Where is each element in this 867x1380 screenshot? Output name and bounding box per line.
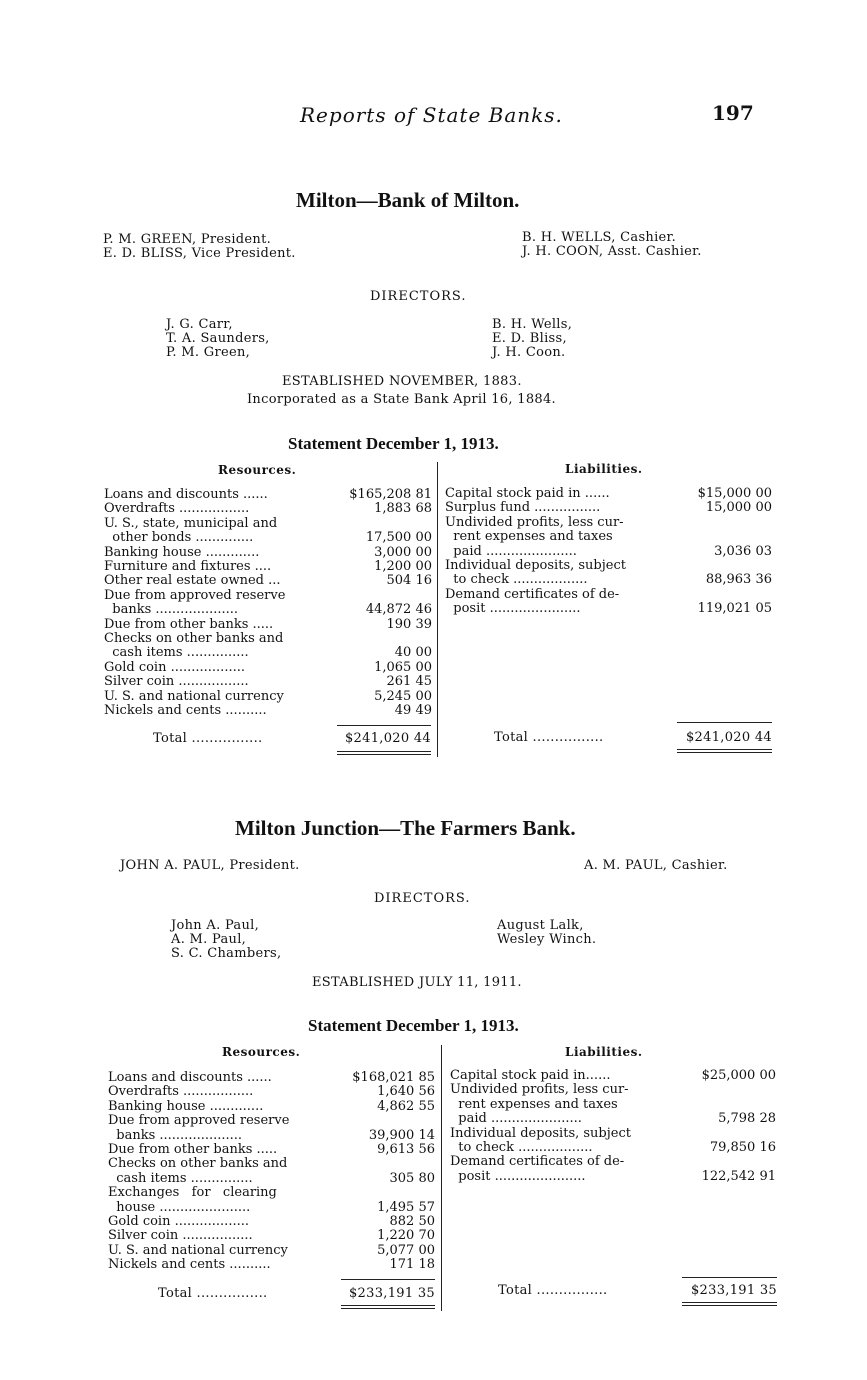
bank1-resources-total-rule xyxy=(337,725,431,726)
bank1-resources-total-label: Total ................ xyxy=(153,731,263,746)
ledger-row xyxy=(450,1126,776,1141)
bank1-statement-title: Statement December 1, 1913. xyxy=(288,434,499,453)
ledger-row xyxy=(445,587,772,602)
bank2-officer-president: JOHN A. PAUL, President. xyxy=(120,858,300,873)
bank1-director: T. A. Saunders, xyxy=(166,331,270,346)
ledger-row xyxy=(104,559,432,574)
bank2-director: August Lalk, xyxy=(497,918,584,933)
ledger-row-amount: 15,000 00 xyxy=(705,500,772,516)
ledger-row xyxy=(445,558,772,573)
bank1-liabilities-double-rule xyxy=(677,749,772,750)
bank1-resources-heading: Resources. xyxy=(218,463,297,477)
bank1-title: Milton—Bank of Milton. xyxy=(296,188,520,212)
ledger-row-label: Overdrafts ................. xyxy=(108,1084,254,1100)
ledger-row xyxy=(108,1099,435,1114)
bank2-liabilities-table xyxy=(450,1068,776,1188)
bank2-liabilities-total-rule xyxy=(682,1277,777,1278)
ledger-row-label: Due from approved reserve xyxy=(108,1113,290,1129)
bank1-resources-table xyxy=(104,487,432,717)
ledger-row-amount: 1,065 00 xyxy=(374,659,432,675)
bank2-directors-heading: DIRECTORS. xyxy=(374,891,471,906)
ledger-row xyxy=(108,1128,435,1143)
ledger-row-label: Other real estate owned ... xyxy=(104,573,281,589)
ledger-row xyxy=(450,1154,776,1169)
ledger-row-label: cash items ............... xyxy=(108,1170,253,1186)
bank1-resources-double-rule xyxy=(337,751,431,752)
ledger-row xyxy=(108,1171,435,1186)
ledger-row-label: banks .................... xyxy=(104,602,239,618)
bank1-liabilities-table xyxy=(445,486,772,626)
ledger-row-amount: 261 45 xyxy=(386,674,432,690)
bank2-title: Milton Junction—The Farmers Bank. xyxy=(235,816,576,840)
ledger-row xyxy=(104,703,432,718)
ledger-row-amount: 49 49 xyxy=(394,703,432,718)
ledger-row-amount: 5,798 28 xyxy=(718,1111,776,1127)
ledger-row-label: posit ...................... xyxy=(445,601,581,617)
bank2-director: John A. Paul, xyxy=(171,918,260,933)
ledger-row-amount: 1,883 68 xyxy=(374,501,432,517)
ledger-row-label: Surplus fund ................ xyxy=(445,500,601,516)
bank1-director: J. G. Carr, xyxy=(166,317,233,332)
ledger-row-amount: 122,542 91 xyxy=(701,1168,776,1184)
ledger-row xyxy=(108,1113,435,1128)
bank2-resources-double-rule xyxy=(341,1308,435,1309)
ledger-row xyxy=(104,545,432,560)
ledger-row-label: Banking house ............. xyxy=(108,1098,264,1114)
ledger-row-label: Nickels and cents .......... xyxy=(108,1257,271,1273)
bank1-liabilities-total-rule xyxy=(677,722,772,723)
ledger-row xyxy=(445,601,772,616)
ledger-row xyxy=(104,588,432,603)
ledger-row xyxy=(108,1142,435,1157)
ledger-row-label: Checks on other banks and xyxy=(104,631,284,646)
bank2-resources-table xyxy=(108,1070,435,1275)
ledger-row-amount: 39,900 14 xyxy=(368,1127,435,1143)
bank1-directors-heading: DIRECTORS. xyxy=(370,289,467,304)
bank1-director: E. D. Bliss, xyxy=(492,331,567,346)
bank1-resources-double-rule xyxy=(337,754,431,755)
ledger-row xyxy=(104,602,432,617)
ledger-row-label: Capital stock paid in ...... xyxy=(445,486,610,501)
ledger-row-amount: 305 80 xyxy=(389,1170,435,1186)
ledger-row-amount: 44,872 46 xyxy=(365,602,432,618)
ledger-row-label: banks .................... xyxy=(108,1127,243,1143)
bank1-director: B. H. Wells, xyxy=(492,317,573,332)
ledger-row xyxy=(108,1070,435,1085)
bank2-resources-double-rule xyxy=(341,1305,435,1306)
ledger-row-amount: 1,220 70 xyxy=(377,1228,435,1244)
ledger-row-label: Furniture and fixtures .... xyxy=(104,559,272,574)
ledger-row-amount: 5,245 00 xyxy=(374,688,432,704)
bank2-statement-title: Statement December 1, 1913. xyxy=(308,1016,519,1035)
ledger-row-label: Overdrafts ................. xyxy=(104,501,250,517)
ledger-row-label: U. S. and national currency xyxy=(104,688,284,704)
bank1-liabilities-total-label: Total ................ xyxy=(494,730,604,745)
ledger-row xyxy=(108,1243,435,1258)
ledger-row-amount: 79,850 16 xyxy=(709,1140,776,1155)
ledger-row xyxy=(445,500,772,515)
bank2-resources-total-label: Total ................ xyxy=(158,1286,268,1301)
bank2-resources-heading: Resources. xyxy=(222,1045,301,1059)
ledger-row-label: Loans and discounts ...... xyxy=(104,487,268,502)
bank2-liabilities-total: $233,191 35 xyxy=(690,1283,777,1298)
bank2-resources-total-rule xyxy=(341,1279,435,1280)
ledger-row-label: Silver coin ................. xyxy=(104,674,249,690)
ledger-row-amount: 1,640 56 xyxy=(377,1084,435,1100)
ledger-row xyxy=(108,1257,435,1272)
ledger-row xyxy=(104,487,432,502)
ledger-row-amount: $25,000 00 xyxy=(701,1068,776,1083)
ledger-row xyxy=(108,1214,435,1229)
ledger-row xyxy=(104,631,432,646)
running-header-title: Reports of State Banks. xyxy=(300,103,563,127)
ledger-row-amount: $165,208 81 xyxy=(349,487,432,502)
ledger-row-amount: 882 50 xyxy=(389,1214,435,1229)
ledger-row-amount: 17,500 00 xyxy=(365,530,432,546)
ledger-row-label: cash items ............... xyxy=(104,645,249,661)
ledger-row xyxy=(450,1169,776,1184)
ledger-row-amount: 1,200 00 xyxy=(374,559,432,574)
ledger-row xyxy=(445,486,772,501)
bank1-resources-total: $241,020 44 xyxy=(344,731,431,746)
bank1-column-divider xyxy=(437,462,438,757)
ledger-row xyxy=(450,1140,776,1155)
ledger-row-amount: 88,963 36 xyxy=(705,572,772,588)
ledger-row-label: Individual deposits, subject xyxy=(450,1125,631,1141)
ledger-row xyxy=(104,689,432,704)
ledger-row-amount: 9,613 56 xyxy=(377,1142,435,1157)
bank2-director: A. M. Paul, xyxy=(171,932,247,947)
bank1-officer-asst-cashier: J. H. COON, Asst. Cashier. xyxy=(522,244,702,259)
ledger-row-amount: $168,021 85 xyxy=(352,1070,435,1085)
bank1-incorporated: Incorporated as a State Bank April 16, 1884. xyxy=(247,392,556,407)
ledger-row-label: Loans and discounts ...... xyxy=(108,1070,272,1085)
bank1-liabilities-heading: Liabilities. xyxy=(565,462,643,476)
ledger-row-label: Individual deposits, subject xyxy=(445,558,626,573)
ledger-row-label: to check .................. xyxy=(445,572,588,588)
ledger-row-label: Exchanges for clearing xyxy=(108,1185,277,1201)
ledger-row-amount: 3,036 03 xyxy=(714,543,772,559)
ledger-row xyxy=(450,1068,776,1083)
ledger-row xyxy=(104,674,432,689)
bank2-established: ESTABLISHED JULY 11, 1911. xyxy=(312,975,522,990)
bank2-liabilities-double-rule xyxy=(682,1305,777,1306)
ledger-row-label: posit ...................... xyxy=(450,1168,586,1184)
ledger-row-label: Gold coin .................. xyxy=(108,1214,249,1229)
ledger-row-label: U. S. and national currency xyxy=(108,1242,288,1258)
ledger-row-amount: 40 00 xyxy=(394,645,432,661)
bank2-liabilities-heading: Liabilities. xyxy=(565,1045,643,1059)
bank1-officer-vice-president: E. D. BLISS, Vice President. xyxy=(103,246,296,261)
ledger-row xyxy=(104,617,432,632)
ledger-row xyxy=(108,1084,435,1099)
ledger-row-label: Demand certificates of de- xyxy=(445,586,620,602)
bank1-officer-president: P. M. GREEN, President. xyxy=(103,232,272,247)
ledger-row xyxy=(108,1200,435,1215)
bank2-director: Wesley Winch. xyxy=(497,932,597,947)
ledger-row xyxy=(450,1111,776,1126)
bank2-column-divider xyxy=(441,1045,442,1311)
ledger-row-label: Due from approved reserve xyxy=(104,587,286,603)
bank1-officer-cashier: B. H. WELLS, Cashier. xyxy=(522,230,677,245)
ledger-row-label: Due from other banks ..... xyxy=(108,1142,278,1157)
bank1-liabilities-double-rule xyxy=(677,752,772,753)
ledger-row-label: U. S., state, municipal and xyxy=(104,515,278,531)
bank2-resources-total: $233,191 35 xyxy=(348,1286,435,1301)
ledger-row-amount: 171 18 xyxy=(389,1257,435,1273)
ledger-row-label: Undivided profits, less cur- xyxy=(450,1082,629,1098)
bank2-director: S. C. Chambers, xyxy=(171,946,282,961)
ledger-row-amount: 119,021 05 xyxy=(697,601,772,617)
ledger-row-label: paid ...................... xyxy=(445,543,577,559)
bank2-liabilities-double-rule xyxy=(682,1302,777,1303)
ledger-row xyxy=(450,1082,776,1097)
ledger-row xyxy=(104,530,432,545)
page-number: 197 xyxy=(712,101,754,125)
ledger-row xyxy=(445,572,772,587)
ledger-row-label: rent expenses and taxes xyxy=(445,529,613,545)
ledger-row xyxy=(108,1185,435,1200)
ledger-row xyxy=(450,1097,776,1112)
ledger-row xyxy=(445,515,772,530)
ledger-row-label: Checks on other banks and xyxy=(108,1156,288,1172)
ledger-row-amount: 4,862 55 xyxy=(377,1098,435,1114)
ledger-row xyxy=(104,660,432,675)
ledger-row-label: Due from other banks ..... xyxy=(104,616,274,632)
ledger-row-label: Nickels and cents .......... xyxy=(104,703,267,718)
bank2-officer-cashier: A. M. PAUL, Cashier. xyxy=(584,858,728,873)
ledger-row-label: Banking house ............. xyxy=(104,544,260,560)
ledger-row-label: rent expenses and taxes xyxy=(450,1096,618,1112)
bank2-liabilities-total-label: Total ................ xyxy=(498,1283,608,1298)
ledger-row-amount: 190 39 xyxy=(386,616,432,632)
ledger-row-amount: 504 16 xyxy=(386,573,432,589)
ledger-row xyxy=(104,501,432,516)
ledger-row-label: Undivided profits, less cur- xyxy=(445,514,624,530)
ledger-row-label: Demand certificates of de- xyxy=(450,1154,625,1170)
ledger-row-label: house ...................... xyxy=(108,1199,251,1215)
ledger-row xyxy=(104,573,432,588)
ledger-row xyxy=(108,1156,435,1171)
ledger-row-amount: 1,495 57 xyxy=(377,1199,435,1215)
ledger-row xyxy=(445,529,772,544)
bank1-director: P. M. Green, xyxy=(166,345,251,360)
ledger-row-label: Gold coin .................. xyxy=(104,659,245,675)
ledger-row-label: Capital stock paid in...... xyxy=(450,1068,611,1083)
ledger-row-amount: 3,000 00 xyxy=(374,544,432,560)
ledger-row xyxy=(104,516,432,531)
ledger-row-label: paid ...................... xyxy=(450,1111,582,1127)
ledger-row-label: to check .................. xyxy=(450,1140,593,1155)
bank1-liabilities-total: $241,020 44 xyxy=(685,730,772,745)
ledger-row-amount: 5,077 00 xyxy=(377,1242,435,1258)
bank1-established: ESTABLISHED NOVEMBER, 1883. xyxy=(282,374,522,389)
ledger-row xyxy=(445,544,772,559)
ledger-row-label: other bonds .............. xyxy=(104,530,254,546)
ledger-row-label: Silver coin ................. xyxy=(108,1228,253,1244)
ledger-row xyxy=(108,1228,435,1243)
ledger-row xyxy=(104,645,432,660)
ledger-row-amount: $15,000 00 xyxy=(697,486,772,501)
bank1-director: J. H. Coon. xyxy=(492,345,566,360)
